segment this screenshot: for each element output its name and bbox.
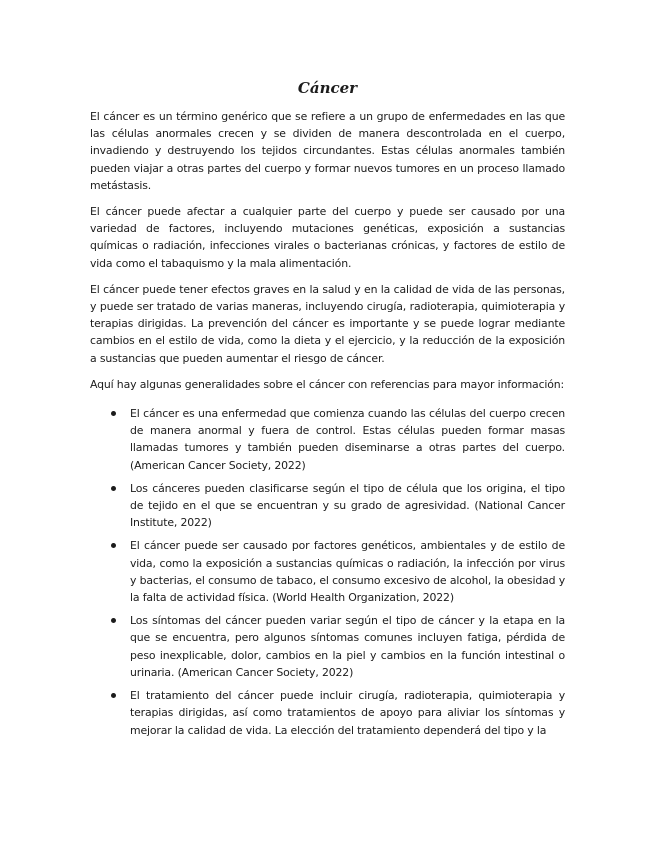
bullet-icon	[111, 618, 116, 623]
paragraph: El cáncer puede afectar a cualquier parte del cuerpo y puede ser causado por una variedad de factores, incluyendo mutaciones genéticas, exposición a sustancias químicas o radiación, infecciones virales o bacterianas crónicas, y factores de estilo de vida como el tabaquismo y la mala alimentación.	[90, 205, 565, 270]
paragraph: El cáncer es un término genérico que se refiere a un grupo de enfermedades en las que las células anormales crecen y se dividen de manera descontrolada en el cuerpo, invadiendo y destruyendo los tejidos circundantes. Estas células anormales también pueden viajar a otras partes del cuerpo y formar nuevos tumores en un proceso llamado metástasis.	[90, 110, 565, 192]
list-item-text: El cáncer es una enfermedad que comienza cuando las células del cuerpo crecen de manera anormal y fuera de control. Estas células pueden formar masas llamadas tumores y también pueden diseminarse a otras partes del cuerpo. (American Cancer Society, 2022)	[130, 407, 565, 472]
document-title: Cáncer	[297, 79, 358, 97]
bullet-list	[90, 405, 565, 739]
bullet-icon	[111, 486, 116, 491]
document-body	[90, 108, 565, 745]
list-item-text: Los cánceres pueden clasificarse según el tipo de célula que los origina, el tipo de tejido en el que se encuentran y su grado de agresividad. (National Cancer Institute, 2022)	[130, 481, 565, 530]
list-item	[90, 687, 565, 739]
list-item-text: El cáncer puede ser causado por factores genéticos, ambientales y de estilo de vida, como la exposición a sustancias químicas o radiación, la infección por virus y bacterias, el consumo de tabaco, el consumo excesivo de alcohol, la obesidad y la falta de actividad física. (World Health Organization, 2022)	[130, 539, 565, 605]
list-item-text: Los síntomas del cáncer pueden variar según el tipo de cáncer y la etapa en la que se encuentra, pero algunos síntomas comunes incluyen fatiga, pérdida de peso inexplicable, dolor, cambios en la piel y cambios en la función intestinal o urinaria. (American Cancer Society, 2022)	[130, 614, 565, 679]
list-item	[90, 480, 565, 532]
list-item	[90, 612, 565, 681]
list-item	[90, 537, 565, 606]
list-item	[90, 405, 565, 474]
bullet-icon	[111, 411, 116, 416]
list-item-text: El tratamiento del cáncer puede incluir cirugía, radioterapia, quimioterapia y terapias dirigidas, así como tratamientos de apoyo para aliviar los síntomas y mejorar la calidad de vida. La elección del tratamiento dependerá del tipo y la	[130, 689, 565, 737]
bullet-icon	[111, 693, 116, 698]
paragraph: El cáncer puede tener efectos graves en la salud y en la calidad de vida de las personas, y puede ser tratado de varias maneras, incluyendo cirugía, radioterapia, quimioterapia y terapias dirigidas. La prevención del cáncer es importante y se puede lograr mediante cambios en el estilo de vida, como la dieta y el ejercicio, y la reducción de la exposición a sustancias que pueden aumentar el riesgo de cáncer.	[90, 282, 565, 365]
bullet-icon	[111, 543, 116, 548]
intro-paragraph: Aquí hay algunas generalidades sobre el cáncer con referencias para mayor información:	[90, 377, 565, 391]
